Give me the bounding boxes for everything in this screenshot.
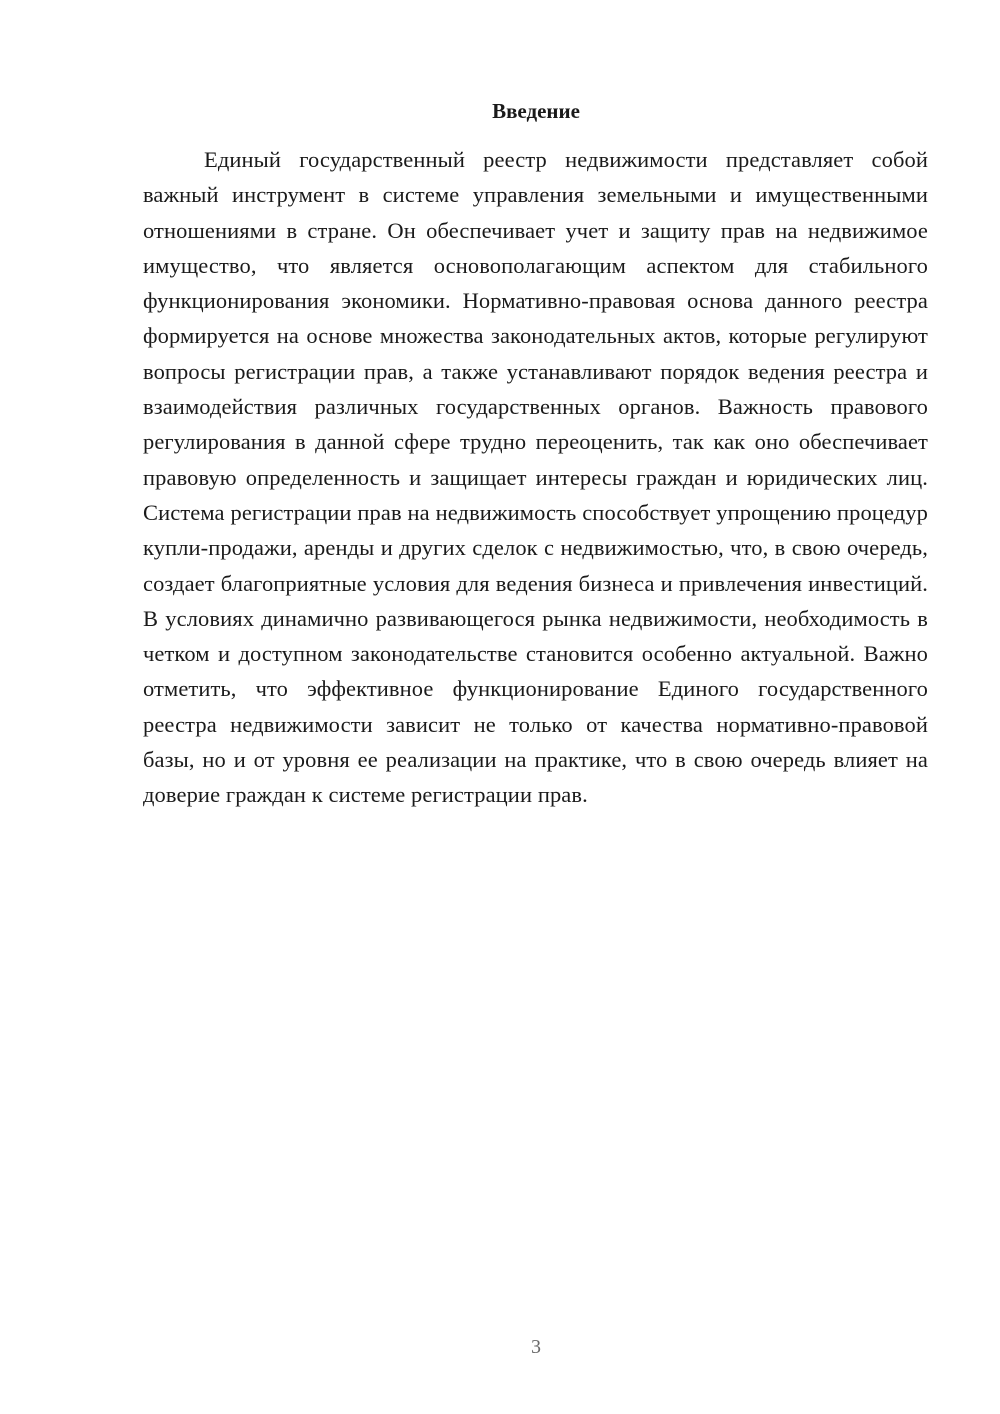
- page-number: 3: [531, 1336, 541, 1358]
- body-paragraph: Единый государственный реестр недвижимости представляет собой важный инструмент в системе управления земельными и имущественными отношениями в стране. Он обеспечивает учет и защиту прав на недвижимое имущество, что является основополагающим аспектом для стабильного функционирования экономики. Нормативно-правовая основа данного реестра формируется на основе множества законодательных актов, которые регулируют вопросы регистрации прав, а также устанавливают порядок ведения реестра и взаимодействия различных государственных органов. Важность правового регулирования в данной сфере трудно переоценить, так как оно обеспечивает правовую определенность и защищает интересы граждан и юридических лиц. Система регистрации прав на недвижимость способствует упрощению процедур купли-продажи, аренды и других сделок с недвижимостью, что, в свою очередь, создает благоприятные условия для ведения бизнеса и привлечения инвестиций. В условиях динамично развивающегося рынка недвижимости, необходимость в четком и доступном законодательстве становится особенно актуальной. Важно отметить, что эффективное функционирование Единого государственного реестра недвижимости зависит не только от качества нормативно-правовой базы, но и от уровня ее реализации на практике, что в свою очередь влияет на доверие граждан к системе регистрации прав.: [143, 147, 928, 808]
- section-heading: Введение: [492, 99, 580, 123]
